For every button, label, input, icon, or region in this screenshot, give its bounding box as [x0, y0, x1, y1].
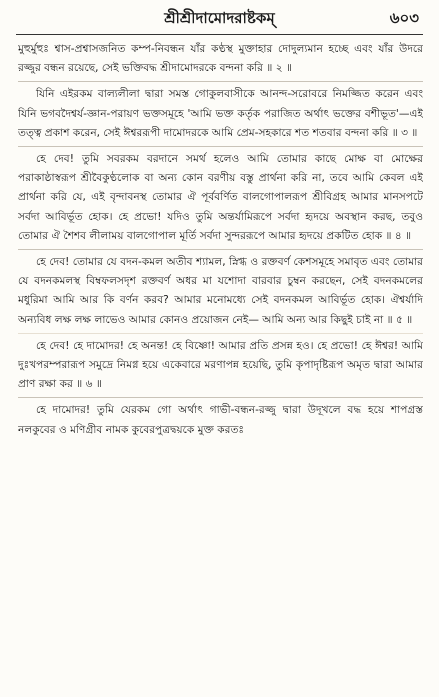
text-line: হও। হে প্রভো! হে ঈশ্বর! আমি দুঃখপরম্পরারূপ সমুদ্রে নিমগ্ন হয়ে [18, 339, 423, 372]
header-rule [16, 34, 423, 35]
text-line: ভক্ত কর্তৃক পরাজিত অর্থাৎ ভক্তের বশীভূত'—এই তত্ত্ব প্রকাশ করেন, [18, 107, 423, 139]
text-line: হচ্ছে এবং যাঁর উদরে রজ্জুর বন্ধন রয়েছে, সেই ভক্তিবদ্ধ শ্রীদামোদরকে [18, 43, 423, 75]
paragraph-verse-6 [18, 337, 423, 395]
text-line: হে দেব! তোমার যে বদন-কমল অতীব শ্যামল, স্নিগ্ধ ও রক্তবর্ণ [36, 256, 294, 269]
paragraph-divider [18, 333, 423, 334]
page-number: ৬০৩ [389, 9, 419, 27]
paragraph-divider [18, 146, 423, 147]
text-line: হে দেব! হে দামোদর! হে অনন্ত! হে বিষ্ণো! আমার প্রতি প্রসন্ন [36, 339, 297, 352]
text-line: আবির্ভূত হোক। হে প্রভো! যদিও তুমি অন্তর্যামিরূপে সর্বদা হৃদয়ে [45, 210, 336, 223]
paragraph-verse-5 [18, 253, 423, 330]
text-line: বন্দনা করি ॥ ২ ॥ [219, 62, 292, 75]
paragraph-verse-3 [18, 85, 423, 143]
page-body [18, 40, 423, 693]
page-header [0, 6, 439, 32]
text-line: আর কি বর্ণন করব? আমার মনোমধ্যে সেই বদনকমল আবির্ভূত হোক। [80, 294, 391, 307]
text-line: তোমার ঐ পূর্ববর্ণিত বালগোপালরূপ শ্রীবিগ্রহ আমার মানসপটে সর্বদা [18, 191, 423, 223]
paragraph-verse-2 [18, 40, 423, 78]
text-line: হে দেব! তুমি সবরকম বরদানে সমর্থ হলেও আমি তোমার কাছে [36, 153, 345, 166]
text-line: মোক্ষ বা মোক্ষের পরাকাষ্ঠাস্বরূপ শ্রীবৈকুণ্ঠলোক বা অন্য কোন বরণীয় [18, 153, 423, 185]
text-line: করি ॥ ৩ ॥ [372, 126, 418, 139]
text-line: নিমজ্জিত করেন এবং যিনি ভগবদৈশ্বর্য-জ্ঞান-পরায়ণ ভক্তসমূহে 'আমি [18, 88, 423, 120]
paragraph-verse-7 [18, 401, 423, 439]
text-line: আমি অন্য আর কিছুই চাই না ॥ ৫ ॥ [262, 313, 413, 326]
text-line: মুহুর্মুহুঃ শ্বাস-প্রশ্বাসজনিত কম্প-নিবন্ধন যাঁর কণ্ঠস্থ মুক্তাহার দোদুল্যমান [18, 43, 329, 55]
text-line: সেই ঈশ্বররূপী দামোদরকে আমি প্রেম-সহকারে শত শতবার বন্দনা [103, 126, 373, 139]
paragraph-verse-4 [18, 150, 423, 246]
text-line: বস্তু প্রার্থনা করি না, তবে আমি কেবল এই প্রার্থনা করি যে, এই বৃন্দাবনস্থ [18, 172, 423, 204]
text-line: বদ্ধ হয়ে শাপগ্রস্ত নলকুবের ও মণিগ্রীব নামক কুবেরপুত্রদ্বয়কে মুক্ত করতঃ [18, 404, 423, 436]
text-line: যিনি এইরকম বাল্যলীলা দ্বারা সমস্ত গোকুলবাসীকে আনন্দ-সরোবরে [36, 88, 333, 101]
running-title: শ্রীশ্রীদামোদরাষ্টকম্ [164, 9, 275, 27]
paragraph-divider [18, 397, 423, 398]
text-line: কর ॥ ৬ ॥ [59, 378, 102, 391]
paragraph-divider [18, 81, 423, 82]
text-line: হে দামোদর! তুমি যেরকম গো অর্থাৎ গাভী-বন্ধন-রজ্জু দ্বারা উদূখলে [36, 404, 348, 417]
text-line: অধর মা যশোদা বারবার চুম্বন করছেন, সেই বদনকমলের মধুরিমা আমি [18, 275, 423, 307]
text-line: একেবারে মরণাপন্ন হয়েছি, তুমি কৃপাদৃষ্টিরূপ অমৃত দ্বারা আমার প্রাণ রক্ষা [18, 359, 423, 391]
paragraph-divider [18, 249, 423, 250]
text-line: কেশসমূহে সমাবৃত এবং তোমার যে বদনকমলস্থ বিম্বফলসদৃশ রক্তবর্ণ [18, 256, 423, 288]
text-line: অবস্থান করছ, তবুও তোমার ঐ শৈশব লীলাময় বালগোপাল মূর্তি সর্বদা [18, 210, 423, 242]
text-line: ঐশ্বর্যাদি অন্যবিধ লক্ষ লক্ষ লাভেও আমার কোনও প্রয়োজন নেই— [18, 294, 423, 326]
text-line: সুন্দররূপে আমার হৃদয়ে প্রকটিত হোক ॥ ৪ ॥ [224, 229, 412, 242]
